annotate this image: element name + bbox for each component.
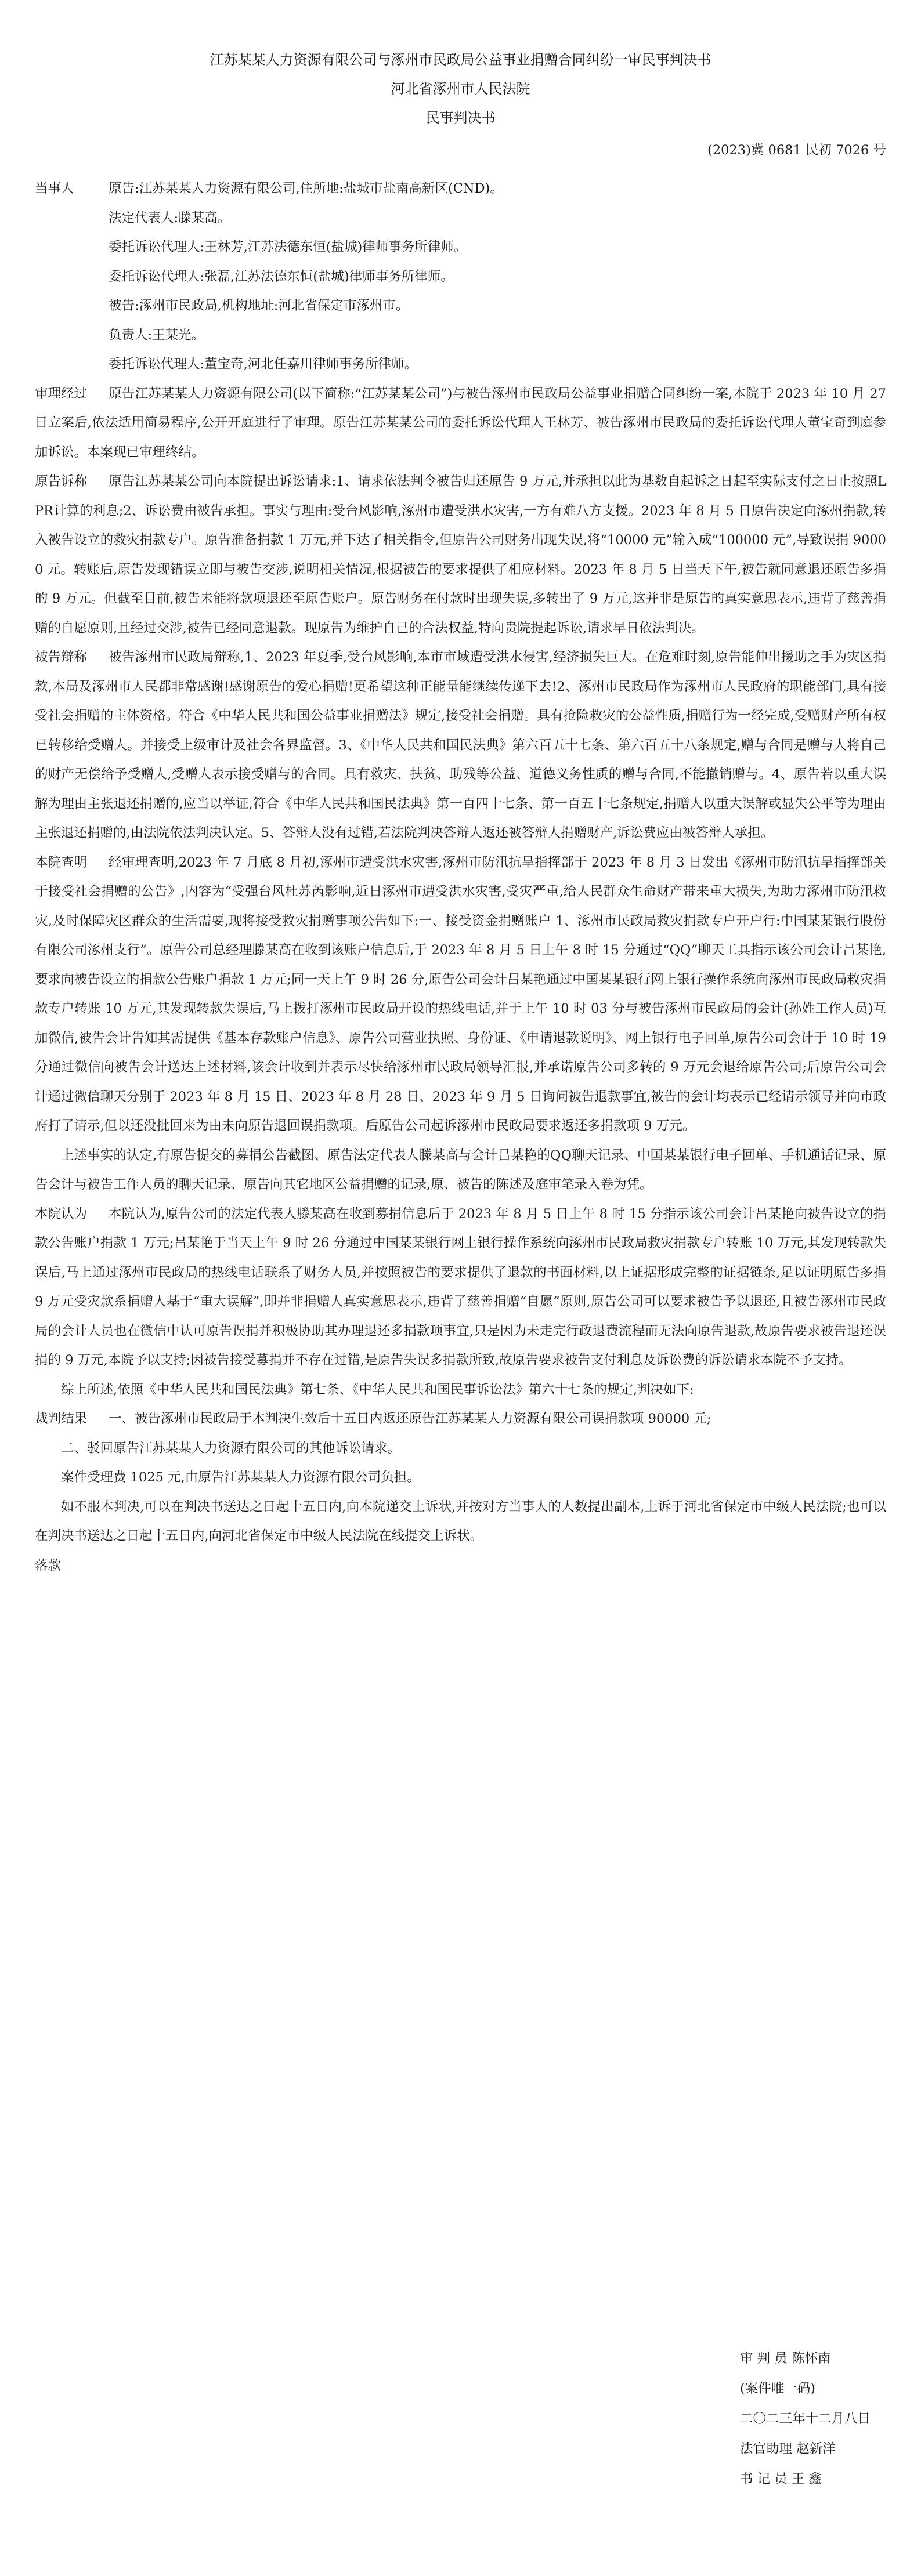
court-opinion-paragraph: 本院认为 本院认为,原告公司的法定代表人滕某高在收到募捐信息后于 2023 年 8 月 5 日上午 8 时 15 分指示该公司会计吕某艳向被告设立的捐款公告账户捐款 1 万元;吕某艳于当天上午 9 时 26 分通过中国某某银行网上银行操作系统向涿州市民政局救灾捐款专户转账 10 万元,其发现转款失误后,马上通过涿州市民政局的热线电话联系了财务人员,并按照被告的要求提供了退款的书面材料,以上证据形成完整的证据链条,足以证明原告多捐 9 万元受灾款系捐赠人基于“重大误解”,即并非捐赠人真实意思表示,违背了慈善捐赠“自愿”原则,原告公司可以要求被告予以退还,且被告涿州市民政局的会计人员也在微信中认可原告误捐并积极协助其办理退还多捐款项事宜,只是因为未走完行政退费流程而无法向原告退款,故原告要求被告退还误捐的 9 万元,本院予以支持;因被告接受募捐并不存在过错,是原告失误多捐款所致,故原告要求被告支付利息及诉讼费的诉讼请求本院不予支持。 — [35, 1200, 886, 1375]
judge-signature: 审 判 员 陈怀南 — [740, 2351, 831, 2366]
evidence-paragraph: 上述事实的认定,有原告提交的募捐公告截图、原告法定代表人滕某高与会计吕某艳的QQ聊天记录、中国某某银行电子回单、手机通话记录、原告会计与被告工作人员的聊天记录、原告向其它地区公益捐赠的记录,原、被告的陈述及庭审笔录入卷为凭。 — [35, 1147, 887, 1192]
section-label-claim: 原告诉称 — [35, 474, 88, 489]
case-number: (2023)冀 0681 民初 7026 号 — [707, 143, 886, 158]
document-type: 民事判决书 — [425, 110, 496, 126]
section-label-defense: 被告辩称 — [35, 650, 88, 665]
party-line-plaintiff: 当事人 原告:江苏某某人力资源有限公司,住所地:盐城市盐南高新区(CND)。 — [35, 174, 886, 204]
plaintiff-claim-paragraph: 原告诉称 原告江苏某某公司向本院提出诉讼请求:1、请求依法判令被告归还原告 9 万元,并承担以此为基数自起诉之日起至实际支付之日止按照LPR计算的利息;2、诉讼费由被告承担。事实与理由:受台风影响,涿州市遭受洪水灾害,一方有难八方支援。2023 年 8 月 5 日原告决定向涿州捐款,转入被告设立的救灾捐款专户。原告准备捐款 1 万元,并下达了相关指令,但原告公司财务出现失误,将“10000 元”输入成“100000 元”,导致误捐 90000 元。转账后,原告发现错误立即与被告交涉,说明相关情况,根据被告的要求提供了相应材料。2023 年 8 月 5 日当天下午,被告就同意退还原告多捐的 9 万元。但截至目前,被告未能将款项退还至原告账户。原告财务在付款时出现失误,多转出了 9 万元,这并非是原告的真实意思表示,违背了慈善捐赠的自愿原则,且经过交涉,被告已经同意退款。现原告为维护自己的合法权益,特向贵院提起诉讼,请求早日依法判决。 — [35, 467, 886, 643]
judgment-item-2: 二、驳回原告江苏某某人力资源有限公司的其他诉讼请求。 — [61, 1440, 401, 1456]
section-label-parties: 当事人 — [35, 181, 74, 196]
trial-history-paragraph: 审理经过 原告江苏某某人力资源有限公司(以下简称:“江苏某某公司”)与被告涿州市民政局公益事业捐赠合同纠纷一案,本院于 2023 年 10 月 27 日立案后,依法适用简易程序,公开开庭进行了审理。原告江苏某某公司的委托诉讼代理人王林芳、被告涿州市民政局的委托诉讼代理人董宝奇到庭参加诉讼。本案现已审理终结。 — [35, 379, 886, 468]
section-label-findings: 本院查明 — [35, 854, 88, 870]
party-line-agent-1: 委托诉讼代理人:王林芳,江苏法德东恒(盐城)律师事务所律师。 — [109, 240, 467, 255]
party-line-agent-2: 委托诉讼代理人:张磊,江苏法德东恒(盐城)律师事务所律师。 — [109, 269, 454, 284]
conclusion-paragraph: 综上所述,依照《中华人民共和国民法典》第七条、《中华人民共和国民事诉讼法》第六十七条的规定,判决如下: — [61, 1382, 694, 1397]
judgment-date: 二〇二三年十二月八日 — [740, 2411, 871, 2426]
signature-block — [740, 2343, 872, 2494]
closing-label: 落款 — [35, 1557, 62, 1573]
section-label-trial: 审理经过 — [35, 386, 88, 401]
court-fee-paragraph: 案件受理费 1025 元,由原告江苏某某人力资源有限公司负担。 — [61, 1470, 420, 1485]
judgment-item-1: 裁判结果 一、被告涿州市民政局于本判决生效后十五日内返还原告江苏某某人力资源有限公司误捐款项 90000 元; — [35, 1404, 886, 1434]
case-unique-code: (案件唯一码) — [740, 2381, 816, 2396]
party-line-responsible-person: 负责人:王某光。 — [109, 327, 205, 343]
document-body — [35, 174, 886, 1580]
party-line-defendant-agent: 委托诉讼代理人:董宝奇,河北任嘉川律师事务所律师。 — [109, 357, 418, 372]
section-label-judgment: 裁判结果 — [35, 1411, 88, 1426]
court-findings-paragraph: 本院查明 经审理查明,2023 年 7 月底 8 月初,涿州市遭受洪水灾害,涿州市防汛抗旱指挥部于 2023 年 8 月 3 日发出《涿州市防汛抗旱指挥部关于接受社会捐赠的公告》,内容为“受强台风杜苏芮影响,近日涿州市遭受洪水灾害,受灾严重,给人民群众生命财产带来重大损失,为助力涿州市防汛救灾,及时保障灾区群众的生活需要,现将接受救灾捐赠事项公告如下:一、接受资金捐赠账户 1、涿州市民政局救灾捐款专户开户行:中国某某银行股份有限公司涿州支行”。原告公司总经理滕某高在收到该账户信息后,于 2023 年 8 月 5 日上午 8 时 15 分通过“QQ”聊天工具指示该公司会计吕某艳,要求向被告设立的捐款公告账户捐款 1 万元;同一天上午 9 时 26 分,原告公司会计吕某艳通过中国某某银行网上银行操作系统向涿州市民政局救灾捐款专户转账 10 万元,其发现转款失误后,马上拨打涿州市民政局开设的热线电话,并于上午 10 时 03 分与被告涿州市民政局的会计(孙姓工作人员)互加微信,被告会计告知其需提供《基本存款账户信息》、原告公司营业执照、身份证、《申请退款说明》、网上银行电子回单,原告公司会计于 10 时 19 分通过微信向被告会计送达上述材料,该会计收到并表示尽快给涿州市民政局领导汇报,并承诺原告公司多转的 9 万元会退给原告公司;后原告公司会计通过微信聊天分别于 2023 年 8 月 15 日、2023 年 8 月 28 日、2023 年 9 月 5 日询问被告退款事宜,被告的会计均表示已经请示领导并向市政府打了请示,但以还没批回来为由未向原告退回误捐款项。后原告公司起诉涿州市民政局要求返还多捐款项 9 万元。 — [35, 848, 886, 1141]
section-label-opinion: 本院认为 — [35, 1206, 88, 1222]
document-header — [35, 45, 886, 132]
defendant-defense-paragraph: 被告辩称 被告涿州市民政局辩称,1、2023 年夏季,受台风影响,本市市域遭受洪水侵害,经济损失巨大。在危难时刻,原告能伸出援助之手为灾区捐款,本局及涿州市人民都非常感谢!感谢原告的爱心捐赠!更希望这种正能量能继续传递下去!2、涿州市民政局作为涿州市人民政府的职能部门,具有接受社会捐赠的主体资格。符合《中华人民共和国公益事业捐赠法》规定,接受社会捐赠。具有抢险救灾的公益性质,捐赠行为一经完成,受赠财产所有权已转移给受赠人。并接受上级审计及社会各界监督。3、《中华人民共和国民法典》第六百五十七条、第六百五十八条规定,赠与合同是赠与人将自己的财产无偿给予受赠人,受赠人表示接受赠与的合同。具有救灾、扶贫、助残等公益、道德义务性质的赠与合同,不能撤销赠与。4、原告若以重大误解为理由主张退还捐赠的,应当以举证,符合《中华人民共和国民法典》第一百四十七条、第一百五十七条规定,捐赠人以重大误解或显失公平等为理由主张退还捐赠的,由法院依法判决认定。5、答辩人没有过错,若法院判决答辩人返还被答辩人捐赠财产,诉讼费应由被答辩人承担。 — [35, 643, 886, 848]
party-line-defendant: 被告:涿州市民政局,机构地址:河北省保定市涿州市。 — [109, 298, 409, 313]
court-clerk: 书 记 员 王 鑫 — [740, 2472, 822, 2487]
court-name: 河北省涿州市人民法院 — [391, 81, 530, 97]
appeal-notice-paragraph: 如不服本判决,可以在判决书送达之日起十五日内,向本院递交上诉状,并按对方当事人的人数提出副本,上诉于河北省保定市中级人民法院;也可以在判决书送达之日起十五日内,向河北省保定市中级人民法院在线提交上诉状。 — [35, 1499, 886, 1544]
judge-assistant: 法官助理 赵新洋 — [740, 2441, 836, 2457]
document-title: 江苏某某人力资源有限公司与涿州市民政局公益事业捐赠合同纠纷一审民事判决书 — [210, 52, 711, 68]
party-line-legal-rep: 法定代表人:滕某高。 — [109, 210, 231, 226]
